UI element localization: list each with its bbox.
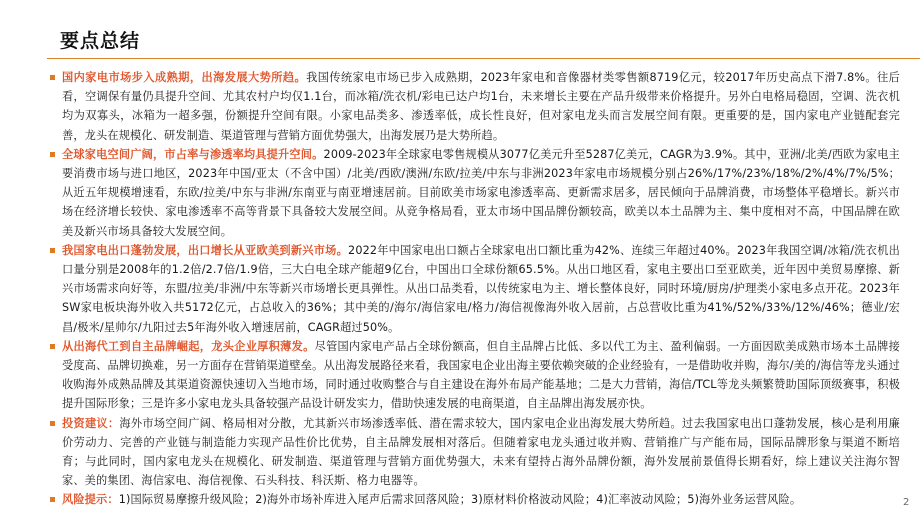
summary-content <box>62 68 900 510</box>
paragraph-text: 海外市场空间广阔、格局相对分散，尤其新兴市场渗透率低、潜在需求较大，国内家电企业出海发展大势所趋。过去我国家电出口蓬勃发展，核心是利用廉价劳动力、完善的产业链与制造能力实现产品性价比优势，自主品牌发展相对落后。但随着家电龙头通过收并购、营销推广与产能布局，国际品牌形象与渠道不断培育；与此同时，国内家电龙头在规模化、研发制造、渠道管理与营销方面优势强大，未来有望持占海外品牌份额，海外发展前景值得长期看好，综上建议关注海尔智家、美的集团、海信家电、海信视像、石头科技、科沃斯、格力电器等。 <box>62 416 900 488</box>
paragraph-highlight: 从出海代工到自主品牌崛起，龙头企业厚积薄发。 <box>62 339 315 353</box>
paragraph-highlight: 全球家电空间广阔，市占率与渗透率均具提升空间。 <box>62 147 324 161</box>
paragraph-investment <box>62 414 900 491</box>
paragraph-text: 2022年中国家电出口额占全球家电出口额比重为42%、连续三年超过40%。2023年我国空调/冰箱/洗衣机出口量分别是2008年的1.2倍/2.7倍/1.9倍，三大白电全球产能超9亿台，中国出口全球份额65.5%。从出口地区看，家电主要出口至亚欧美，近年因中美贸易摩擦、新兴市场需求向好等，东盟/拉美/非洲/中东等新兴市场增长更具弹性。从出口品类看，以传统家电为主、增长整体良好，同时环境/厨房/护理类小家电多点开花。2023年SW家电板块海外收入共5172亿元，占总收入的36%；其中美的/海尔/海信家电/格力/海信视像海外收入居前，占总营收比重为41%/52%/33%/12%/46%；德业/宏昌/极米/星帅尔/九阳过去5年海外收入增速居前，CAGR超过50%。 <box>62 243 900 334</box>
paragraph-highlight: 风险提示： <box>62 493 119 507</box>
paragraph-brand <box>62 337 900 414</box>
paragraph-text: 我国传统家电市场已步入成熟期，2023年家电和音像器材类零售额8719亿元，较2017年历史高点下滑7.8%。往后看，空调保有量仍具提升空间、尤其农村户均仅1.1台，而冰箱/洗衣机/彩电已达户均1台，未来增长主要在产品升级带来价格提升。另外白电格局稳固，空调、洗衣机均为双寡头，冰箱为一超多强，份额提升空间有限。小家电品类多、渗透率低，成长性良好，但对家电龙头而言发展空间有限。更重要的是，国内家电产业链配套完善，龙头在规模化、研发制造、渠道管理与营销方面优势强大，出海发展乃是大势所趋。 <box>62 71 900 142</box>
paragraph-highlight: 我国家电出口蓬勃发展，出口增长从亚欧美到新兴市场。 <box>62 243 349 257</box>
paragraph-text: 1)国际贸易摩擦升级风险；2)海外市场补库进入尾声后需求回落风险；3)原材料价格波动风险；4)汇率波动风险；5)海外业务运营风险。 <box>118 493 802 507</box>
paragraph-risk <box>62 490 900 509</box>
paragraph-text: 尽管国内家电产品占全球份额高，但自主品牌占比低、多以代工为主、盈利偏弱。一方面因欧美成熟市场本土品牌接受度高、品牌切换难，另一方面存在营销渠道壁垒。从出海发展路径来看，我国家电企业出海主要依赖突破的企业经验有，一是借助收并购，海尔/美的/海信等龙头通过收购海外成熟品牌及其渠道资源快速切入当地市场，同时通过收购整合与自主建设在海外布局产能基地；二是大力营销，海信/TCL等龙头频繁赞助国际顶级赛事，积极提升国际形象；三是许多小家电龙头具备较强产品设计研发实力，借助快速发展的电商渠道，自主品牌出海发展亦快。 <box>62 339 900 411</box>
paragraph-domain-market <box>62 68 900 145</box>
title-divider <box>47 58 920 59</box>
paragraph-export <box>62 241 900 337</box>
paragraph-highlight: 投资建议： <box>62 416 120 430</box>
page-number: 2 <box>903 497 910 508</box>
paragraph-highlight: 国内家电市场步入成熟期，出海发展大势所趋。 <box>62 71 307 84</box>
paragraph-text: 2009-2023年全球家电零售规模从3077亿美元升至5287亿美元，CAGR为3.9%。其中，亚洲/北美/西欧为家电主要消费市场与进口地区，2023年中国/亚太（不含中国）/北美/西欧/澳洲/东欧/拉美/中东与非洲2023年家电市场规模分别占26%/17%/23%/18%/2%/4%/7%/5%；从近五年规模增速看，东欧/拉美/中东与非洲/东南亚与南亚增速居前。目前欧美市场家电渗透率高、更新需求居多，居民倾向于品牌消费，市场整体平稳增长。新兴市场在经济增长较快、家电渗透率不高等背景下具备较大发展空间。从竞争格局看，亚太市场中国品牌份额较高，欧美以本土品牌为主、集中度相对不高，中国品牌在欧美及新兴市场具备较大发展空间。 <box>62 147 901 238</box>
page-title: 要点总结 <box>60 30 141 52</box>
paragraph-global-market <box>62 145 900 241</box>
